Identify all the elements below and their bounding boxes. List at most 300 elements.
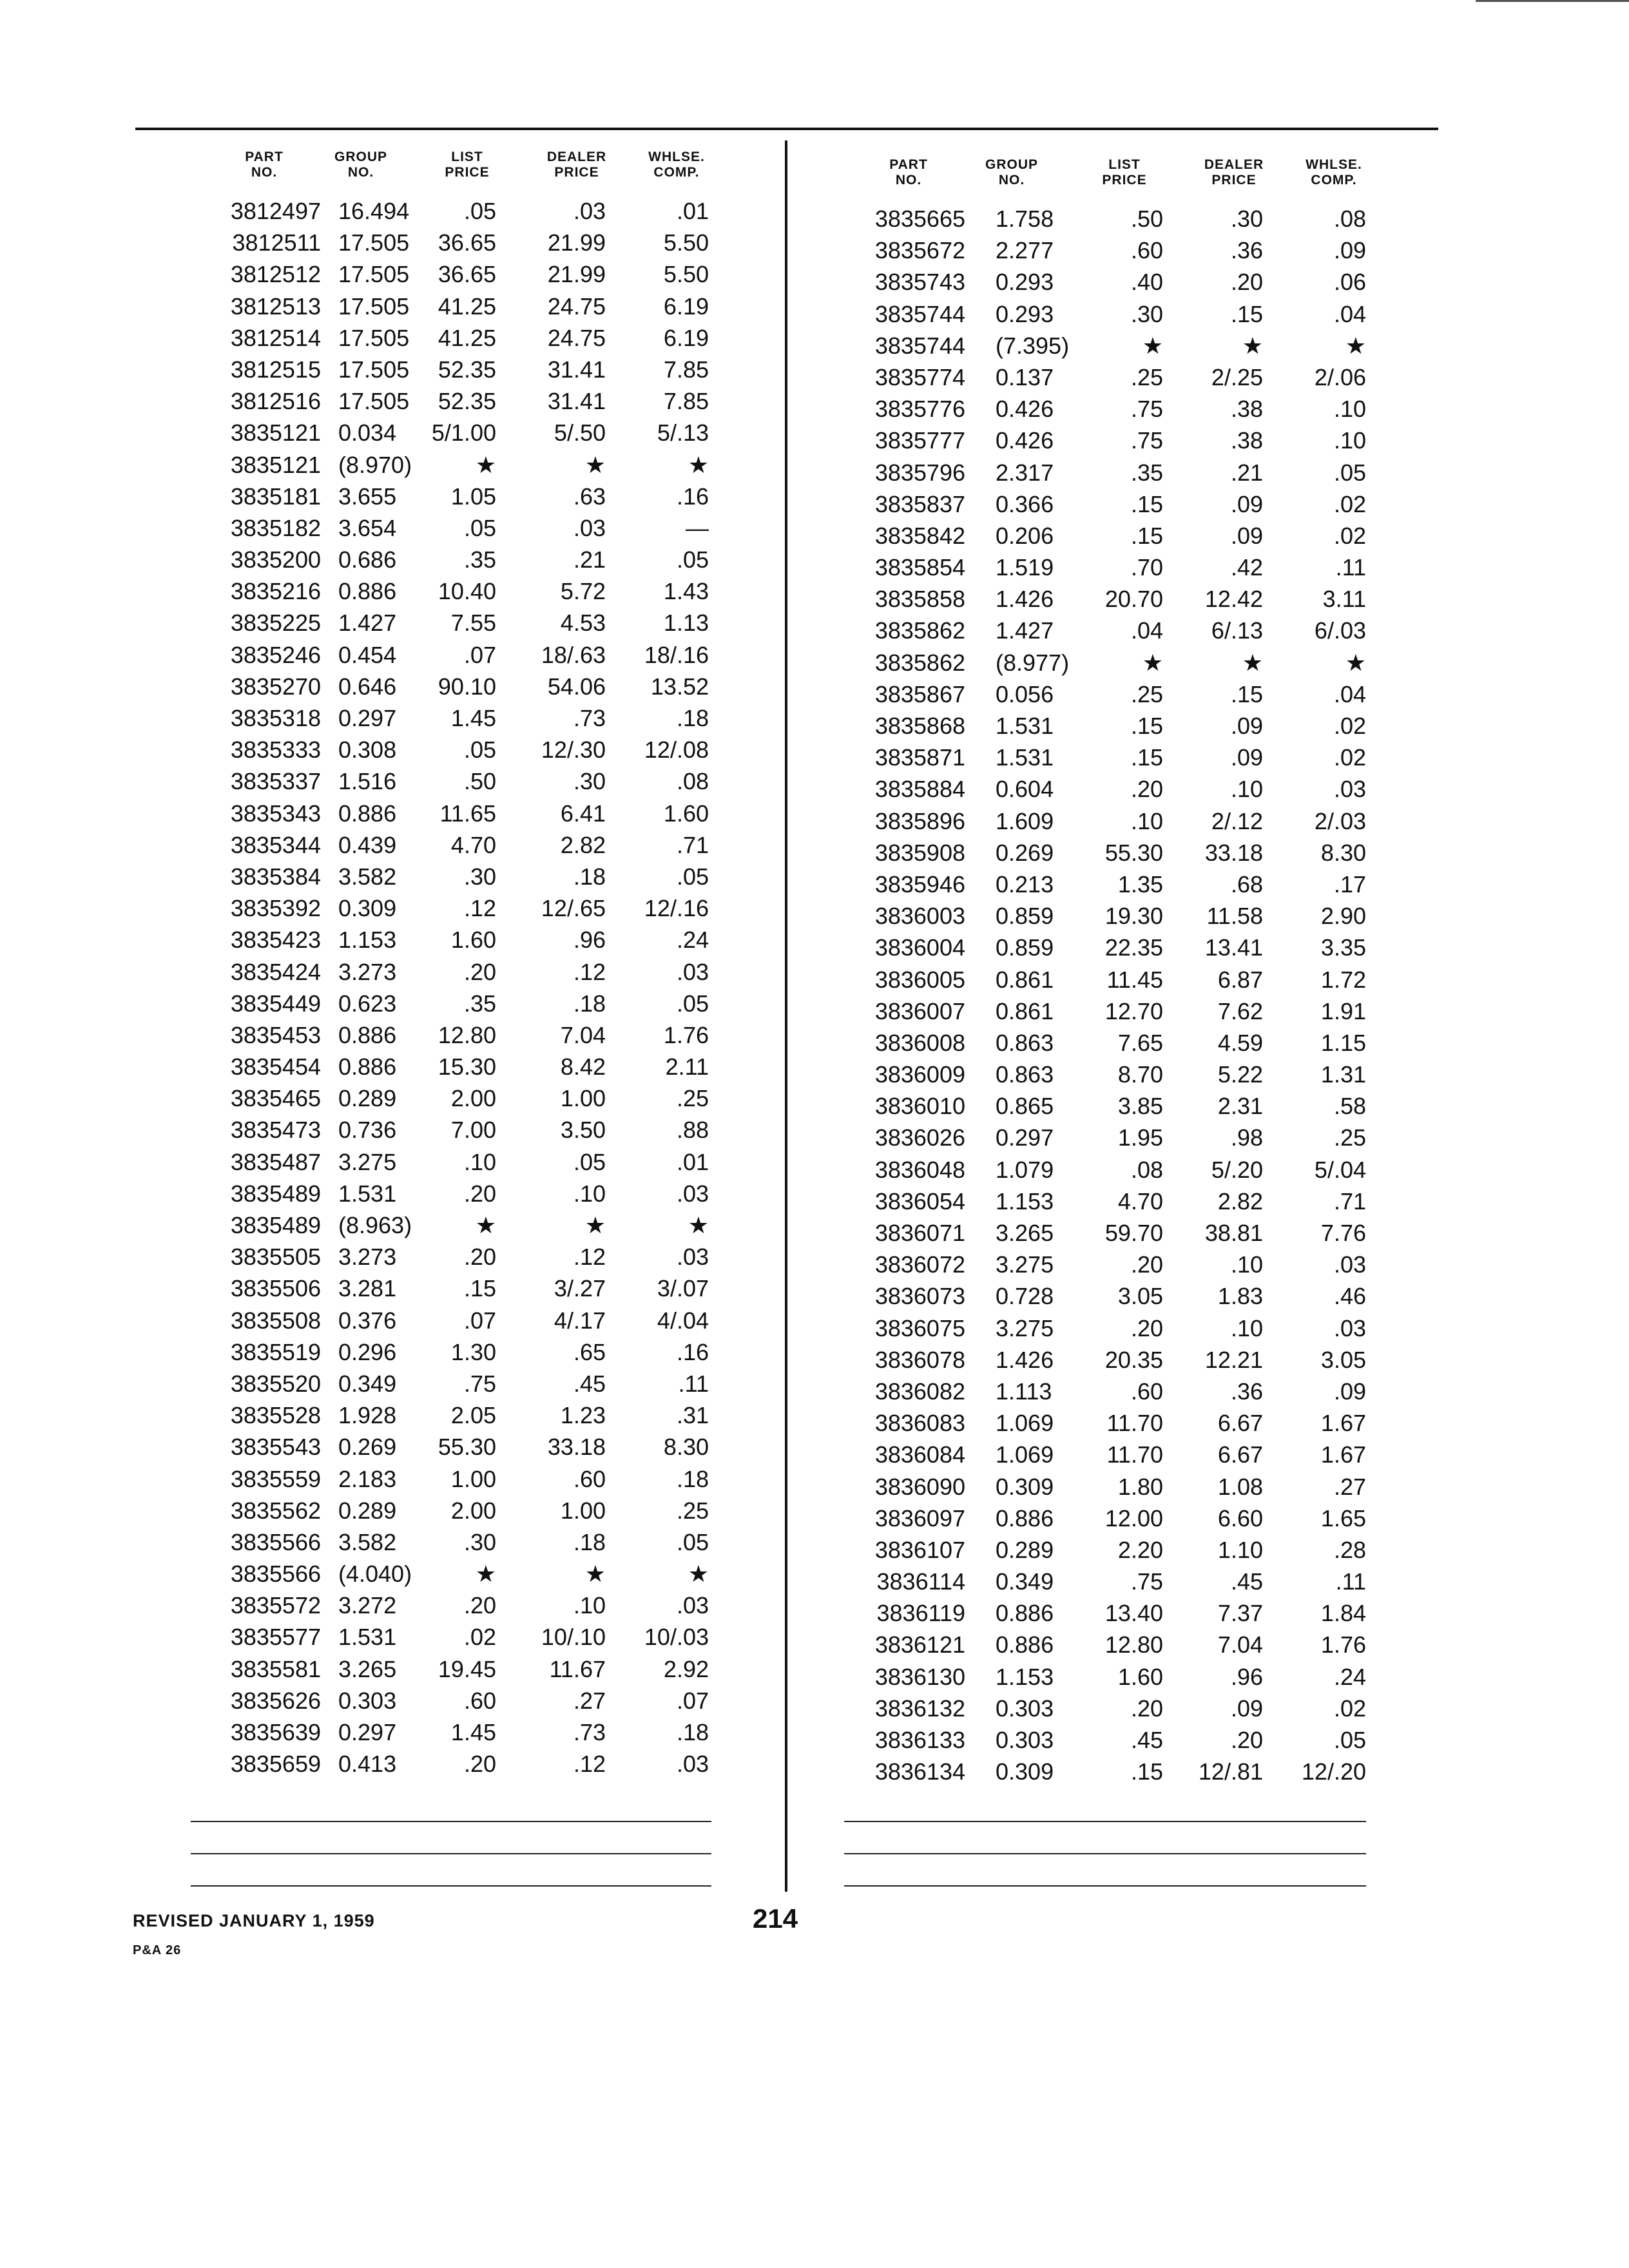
part-no-cell: 3835639 xyxy=(230,1719,321,1745)
part-no-cell: 3835868 xyxy=(874,713,965,739)
list-price-cell: .25 xyxy=(1130,680,1163,707)
blank-rule xyxy=(844,1885,1366,1887)
group-no-cell: 0.886 xyxy=(996,1631,1054,1658)
dealer-price-cell: 7.37 xyxy=(1217,1600,1263,1627)
dealer-price-cell: .20 xyxy=(1230,1727,1263,1753)
part-no-cell: 3835837 xyxy=(874,490,965,517)
table-row xyxy=(193,1465,722,1497)
whlse-comp-cell: .03 xyxy=(676,1592,709,1619)
table-row xyxy=(193,1623,722,1655)
form-code: P&A 26 xyxy=(133,1943,182,1957)
dealer-price-cell: .10 xyxy=(1230,1251,1263,1278)
part-no-cell: 3835200 xyxy=(230,546,321,573)
table-row xyxy=(193,483,722,514)
whlse-comp-cell: .71 xyxy=(1333,1187,1366,1215)
list-price-cell: 1.60 xyxy=(1117,1663,1163,1690)
dealer-price-cell: 4.53 xyxy=(560,610,606,637)
part-no-cell: 3836114 xyxy=(876,1568,965,1595)
group-no-cell: 3.582 xyxy=(338,863,397,890)
whlse-comp-cell: .31 xyxy=(676,1402,709,1429)
dealer-price-cell: 6.67 xyxy=(1217,1441,1263,1468)
header-part-no: PART NO. xyxy=(889,157,928,187)
whlse-comp-cell: 1.43 xyxy=(663,578,709,605)
list-price-cell: 52.35 xyxy=(438,356,496,383)
dealer-price-cell: 7.62 xyxy=(1217,997,1263,1024)
right-table-header xyxy=(838,157,1392,197)
group-no-cell: 0.309 xyxy=(996,1758,1054,1785)
table-row xyxy=(838,459,1392,490)
group-no-cell: 0.289 xyxy=(338,1497,397,1524)
whlse-comp-cell: 1.91 xyxy=(1320,997,1366,1024)
group-no-cell: 1.153 xyxy=(338,927,397,954)
list-price-cell: .20 xyxy=(463,1244,496,1271)
table-row xyxy=(193,324,722,356)
group-no-cell: 0.376 xyxy=(338,1307,397,1334)
whlse-comp-cell: 1.60 xyxy=(663,800,709,827)
list-price-cell: .75 xyxy=(1130,1568,1163,1595)
table-row xyxy=(838,1314,1392,1346)
group-no-cell: 0.886 xyxy=(338,578,397,605)
dealer-price-cell: 38.81 xyxy=(1204,1220,1263,1246)
list-price-cell: .75 xyxy=(1130,427,1163,454)
whlse-comp-cell: 7.85 xyxy=(663,356,709,383)
whlse-comp-cell: 2.90 xyxy=(1320,903,1366,930)
group-no-cell: 3.275 xyxy=(338,1148,397,1175)
part-no-cell: 3835867 xyxy=(874,680,965,707)
part-no-cell: 3835121 xyxy=(230,419,321,447)
list-price-cell: .15 xyxy=(1130,744,1163,771)
dealer-price-cell: 3/.27 xyxy=(554,1275,606,1302)
group-no-cell: 2.183 xyxy=(338,1465,397,1492)
dealer-price-cell: 4.59 xyxy=(1217,1029,1263,1056)
whlse-comp-cell: .02 xyxy=(1333,1695,1366,1722)
dealer-price-cell: .30 xyxy=(573,768,606,795)
part-no-cell: 3836009 xyxy=(874,1061,965,1088)
table-row xyxy=(838,649,1392,680)
list-price-cell: .60 xyxy=(1130,1378,1163,1405)
list-price-cell: 11.70 xyxy=(1106,1441,1163,1468)
table-row xyxy=(193,800,722,831)
part-no-cell: 3812514 xyxy=(230,324,321,351)
whlse-comp-cell: .18 xyxy=(676,1719,709,1745)
part-no-cell: 3835672 xyxy=(874,237,965,264)
part-no-cell: 3835489 xyxy=(230,1212,321,1238)
whlse-comp-cell: 7.85 xyxy=(663,388,709,415)
part-no-cell: 3836083 xyxy=(874,1410,965,1437)
table-row xyxy=(193,990,722,1021)
dealer-price-cell: 10/.10 xyxy=(541,1624,606,1651)
part-no-cell: 3836097 xyxy=(874,1504,965,1532)
list-price-cell: .20 xyxy=(463,1751,496,1778)
right-price-table xyxy=(838,157,1392,1789)
table-row xyxy=(838,1536,1392,1568)
group-no-cell: 0.861 xyxy=(996,966,1054,993)
group-no-cell: 1.516 xyxy=(338,768,397,795)
table-row xyxy=(193,1560,722,1591)
dealer-price-cell: 4/.17 xyxy=(554,1307,606,1334)
whlse-comp-cell: 3.05 xyxy=(1320,1346,1366,1373)
list-price-cell: .10 xyxy=(1130,807,1163,834)
whlse-comp-cell: 1.84 xyxy=(1320,1600,1366,1627)
part-no-cell: 3835842 xyxy=(874,522,965,549)
dealer-price-cell: 6.87 xyxy=(1217,966,1263,993)
column-divider xyxy=(785,140,787,1892)
dealer-price-cell: 6.60 xyxy=(1217,1504,1263,1532)
blank-rule xyxy=(844,1853,1366,1854)
list-price-cell: .20 xyxy=(1130,1314,1163,1341)
table-row xyxy=(193,1148,722,1180)
list-price-cell: .15 xyxy=(1130,1758,1163,1785)
group-no-cell: 0.413 xyxy=(338,1751,397,1778)
part-no-cell: 3835572 xyxy=(230,1592,321,1619)
table-row xyxy=(193,514,722,546)
list-price-cell: .35 xyxy=(463,990,496,1017)
table-row xyxy=(193,1211,722,1243)
group-no-cell: (7.395) xyxy=(996,332,1070,359)
dealer-price-cell: .15 xyxy=(1230,300,1263,327)
whlse-comp-cell: .25 xyxy=(1333,1124,1366,1151)
part-no-cell: 3835465 xyxy=(230,1085,321,1112)
dealer-price-cell: .30 xyxy=(1230,206,1263,232)
part-no-cell: 3835508 xyxy=(230,1307,321,1334)
part-no-cell: 3835454 xyxy=(230,1053,321,1081)
group-no-cell: 0.034 xyxy=(338,419,397,447)
part-no-cell: 3835181 xyxy=(230,483,321,510)
dealer-price-cell: .38 xyxy=(1230,396,1263,423)
dealer-price-cell: .09 xyxy=(1230,713,1263,739)
part-no-cell: 3836090 xyxy=(874,1473,965,1500)
group-no-cell: 16.494 xyxy=(338,198,410,224)
group-no-cell: 0.623 xyxy=(338,990,397,1017)
dealer-price-cell: .21 xyxy=(573,546,606,573)
whlse-comp-cell: .25 xyxy=(676,1497,709,1524)
whlse-comp-cell: .05 xyxy=(676,546,709,573)
list-price-cell: 2.05 xyxy=(450,1402,496,1429)
whlse-comp-cell: .27 xyxy=(1333,1473,1366,1500)
table-row xyxy=(838,1061,1392,1092)
part-no-cell: 3835577 xyxy=(230,1624,321,1651)
list-price-cell: 10.40 xyxy=(438,578,496,605)
part-no-cell: 3836072 xyxy=(874,1251,965,1278)
dealer-price-cell: 5.22 xyxy=(1217,1061,1263,1088)
table-row xyxy=(193,1528,722,1560)
group-no-cell: 0.303 xyxy=(996,1727,1054,1753)
group-no-cell: 0.728 xyxy=(996,1283,1054,1310)
table-row xyxy=(838,585,1392,617)
part-no-cell: 3835862 xyxy=(874,649,965,676)
part-no-cell: 3836121 xyxy=(874,1631,965,1658)
list-price-cell: .20 xyxy=(463,1592,496,1619)
group-no-cell: 0.865 xyxy=(996,1093,1054,1120)
dealer-price-cell: 2/.12 xyxy=(1211,807,1263,834)
dealer-price-cell: .42 xyxy=(1230,554,1263,581)
group-no-cell: 0.303 xyxy=(338,1687,397,1714)
list-price-cell: 55.30 xyxy=(1104,839,1163,866)
whlse-comp-cell: .24 xyxy=(1333,1663,1366,1690)
part-no-cell: 3836026 xyxy=(874,1124,965,1151)
group-no-cell: 3.275 xyxy=(996,1251,1054,1278)
group-no-cell: 3.582 xyxy=(338,1528,397,1555)
list-price-cell: .02 xyxy=(463,1624,496,1651)
list-price-cell: 2.00 xyxy=(450,1497,496,1524)
part-no-cell: 3836119 xyxy=(876,1600,965,1627)
part-no-cell: 3836007 xyxy=(874,997,965,1024)
part-no-cell: 3835744 xyxy=(874,332,965,359)
part-no-cell: 3812512 xyxy=(230,261,321,288)
group-no-cell: 0.439 xyxy=(338,831,397,858)
group-no-cell: 1.153 xyxy=(996,1663,1054,1690)
part-no-cell: 3812513 xyxy=(230,293,321,320)
group-no-cell: 1.069 xyxy=(996,1441,1054,1468)
whlse-comp-cell: .02 xyxy=(1333,744,1366,771)
part-no-cell: 3835246 xyxy=(230,641,321,668)
group-no-cell: 0.297 xyxy=(338,705,397,731)
group-no-cell: 1.427 xyxy=(338,610,397,637)
group-no-cell: (4.040) xyxy=(338,1561,412,1588)
group-no-cell: 0.859 xyxy=(996,934,1054,961)
list-price-cell: 3.85 xyxy=(1117,1093,1163,1120)
part-no-cell: 3835566 xyxy=(230,1528,321,1555)
whlse-comp-cell: .11 xyxy=(678,1370,709,1397)
list-price-cell: 36.65 xyxy=(438,261,496,288)
table-row xyxy=(193,673,722,704)
whlse-comp-cell: 12/.20 xyxy=(1301,1758,1366,1785)
whlse-comp-cell: 2/.06 xyxy=(1314,363,1366,390)
list-price-cell: 12.80 xyxy=(438,1021,496,1048)
table-row xyxy=(193,1338,722,1370)
part-no-cell: 3835487 xyxy=(230,1148,321,1175)
table-row xyxy=(838,236,1392,268)
table-row xyxy=(193,293,722,324)
list-price-cell: 5/1.00 xyxy=(431,419,496,447)
dealer-price-cell: .60 xyxy=(573,1465,606,1492)
dealer-price-cell: .18 xyxy=(573,1528,606,1555)
group-no-cell: 1.069 xyxy=(996,1410,1054,1437)
group-no-cell: 3.265 xyxy=(996,1220,1054,1246)
dealer-price-cell: .20 xyxy=(1230,269,1263,296)
part-no-cell: 3835871 xyxy=(874,744,965,771)
header-whlse-comp: WHLSE. COMP. xyxy=(648,149,705,180)
table-row xyxy=(193,1021,722,1053)
group-no-cell: 0.886 xyxy=(338,1021,397,1048)
whlse-comp-cell: 1.67 xyxy=(1320,1410,1366,1437)
group-no-cell: 0.686 xyxy=(338,546,397,573)
whlse-comp-cell: .09 xyxy=(1333,1378,1366,1405)
part-no-cell: 3835473 xyxy=(230,1117,321,1144)
group-no-cell: 3.655 xyxy=(338,483,397,510)
header-group-no: GROUP NO. xyxy=(985,157,1038,187)
dealer-price-cell: 1.08 xyxy=(1217,1473,1263,1500)
list-price-cell: .30 xyxy=(1130,300,1163,327)
part-no-cell: 3835520 xyxy=(230,1370,321,1397)
dealer-price-cell: .12 xyxy=(573,958,606,985)
list-price-cell: .15 xyxy=(1130,522,1163,549)
group-no-cell: 0.297 xyxy=(996,1124,1054,1151)
list-price-cell: .08 xyxy=(1130,1156,1163,1183)
group-no-cell: 3.275 xyxy=(996,1314,1054,1341)
header-list-price: LIST PRICE xyxy=(1102,157,1147,187)
table-row xyxy=(838,1758,1392,1789)
whlse-comp-cell: .18 xyxy=(676,705,709,731)
table-row xyxy=(193,577,722,609)
whlse-comp-cell: .02 xyxy=(1333,713,1366,739)
dealer-price-cell: 12.21 xyxy=(1204,1346,1263,1373)
whlse-comp-cell: 1.72 xyxy=(1320,966,1366,993)
part-no-cell: 3835896 xyxy=(874,807,965,834)
part-no-cell: 3835908 xyxy=(874,839,965,866)
table-row xyxy=(838,1726,1392,1758)
part-no-cell: 3835333 xyxy=(230,736,321,764)
part-no-cell: 3836134 xyxy=(874,1758,965,1785)
whlse-comp-cell: 6.19 xyxy=(663,293,709,320)
dealer-price-cell: .27 xyxy=(573,1687,606,1714)
dealer-price-cell: 2.31 xyxy=(1217,1093,1263,1120)
part-no-cell: 3836084 xyxy=(874,1441,965,1468)
table-row xyxy=(193,1084,722,1116)
part-no-cell: 3835392 xyxy=(230,895,321,922)
header-group-no: GROUP NO. xyxy=(334,149,387,180)
dealer-price-cell: 1.83 xyxy=(1217,1283,1263,1310)
list-price-cell: 11.70 xyxy=(1106,1410,1163,1437)
table-row xyxy=(838,712,1392,744)
whlse-comp-cell: .03 xyxy=(676,958,709,985)
table-row xyxy=(838,870,1392,902)
part-no-cell: 3835344 xyxy=(230,831,321,858)
table-row xyxy=(838,997,1392,1029)
table-row xyxy=(193,958,722,990)
list-price-cell: 2.00 xyxy=(450,1085,496,1112)
part-no-cell: 3835946 xyxy=(874,870,965,898)
table-row xyxy=(193,1591,722,1623)
whlse-comp-cell: .08 xyxy=(1333,206,1366,232)
whlse-comp-cell: .03 xyxy=(676,1244,709,1271)
whlse-comp-cell: 2.92 xyxy=(663,1655,709,1682)
blank-rule xyxy=(191,1853,711,1854)
list-price-cell: ★ xyxy=(1142,332,1163,359)
group-no-cell: 0.859 xyxy=(996,903,1054,930)
part-no-cell: 3835559 xyxy=(230,1465,321,1492)
whlse-comp-cell: 1.15 xyxy=(1320,1029,1366,1056)
list-price-cell: 36.65 xyxy=(438,229,496,256)
left-price-table xyxy=(193,149,722,1782)
list-price-cell: 7.00 xyxy=(450,1117,496,1144)
part-no-cell: 3835528 xyxy=(230,1402,321,1429)
dealer-price-cell: ★ xyxy=(584,451,606,478)
whlse-comp-cell: 8.30 xyxy=(663,1434,709,1461)
whlse-comp-cell: .24 xyxy=(676,927,709,954)
whlse-comp-cell: 4/.04 xyxy=(657,1307,709,1334)
group-no-cell: 0.349 xyxy=(338,1370,397,1397)
table-row xyxy=(838,1441,1392,1472)
table-row xyxy=(838,775,1392,807)
table-row xyxy=(193,926,722,957)
part-no-cell: 3835659 xyxy=(230,1751,321,1778)
list-price-cell: 1.35 xyxy=(1117,870,1163,898)
whlse-comp-cell: 3/.07 xyxy=(657,1275,709,1302)
whlse-comp-cell: .02 xyxy=(1333,490,1366,517)
group-no-cell: 0.296 xyxy=(338,1338,397,1365)
group-no-cell: 1.153 xyxy=(996,1187,1054,1215)
list-price-cell: 1.30 xyxy=(450,1338,496,1365)
list-price-cell: 4.70 xyxy=(450,831,496,858)
table-row xyxy=(838,1187,1392,1219)
whlse-comp-cell: 8.30 xyxy=(1320,839,1366,866)
table-row xyxy=(193,451,722,483)
dealer-price-cell: 1.23 xyxy=(560,1402,606,1429)
dealer-price-cell: 2/.25 xyxy=(1211,363,1263,390)
dealer-price-cell: .09 xyxy=(1230,744,1263,771)
table-row xyxy=(193,1370,722,1401)
list-price-cell: 12.00 xyxy=(1104,1504,1163,1532)
corner-rule xyxy=(1476,0,1629,2)
whlse-comp-cell: .03 xyxy=(1333,1314,1366,1341)
group-no-cell: 0.213 xyxy=(996,870,1054,898)
dealer-price-cell: 24.75 xyxy=(547,293,606,320)
group-no-cell: 2.277 xyxy=(996,237,1054,264)
table-row xyxy=(193,1243,722,1274)
list-price-cell: ★ xyxy=(475,451,496,478)
list-price-cell: 2.20 xyxy=(1117,1536,1163,1563)
list-price-cell: .15 xyxy=(463,1275,496,1302)
group-no-cell: (8.963) xyxy=(338,1212,412,1238)
group-no-cell: 17.505 xyxy=(338,229,410,256)
list-price-cell: .50 xyxy=(463,768,496,795)
part-no-cell: 3835858 xyxy=(874,586,965,613)
whlse-comp-cell: .11 xyxy=(1335,554,1366,581)
group-no-cell: (8.970) xyxy=(338,451,412,478)
part-no-cell: 3835581 xyxy=(230,1655,321,1682)
dealer-price-cell: .18 xyxy=(573,990,606,1017)
table-row xyxy=(838,1631,1392,1662)
group-no-cell: 0.349 xyxy=(996,1568,1054,1595)
dealer-price-cell: .03 xyxy=(573,198,606,224)
group-no-cell: 1.427 xyxy=(996,617,1054,644)
list-price-cell: .30 xyxy=(463,863,496,890)
whlse-comp-cell: 3.11 xyxy=(1322,586,1366,613)
whlse-comp-cell: 5.50 xyxy=(663,261,709,288)
table-row xyxy=(193,1274,722,1306)
group-no-cell: 17.505 xyxy=(338,388,410,415)
whlse-comp-cell: 1.67 xyxy=(1320,1441,1366,1468)
table-row xyxy=(838,268,1392,300)
part-no-cell: 3835796 xyxy=(874,459,965,486)
list-price-cell: 11.45 xyxy=(1106,966,1163,993)
top-rule xyxy=(135,128,1438,130)
group-no-cell: 0.646 xyxy=(338,673,397,700)
part-no-cell: 3835506 xyxy=(230,1275,321,1302)
part-no-cell: 3835270 xyxy=(230,673,321,700)
group-no-cell: 0.863 xyxy=(996,1061,1054,1088)
blank-rule xyxy=(191,1821,711,1822)
dealer-price-cell: ★ xyxy=(584,1212,606,1238)
whlse-comp-cell: .46 xyxy=(1333,1283,1366,1310)
dealer-price-cell: ★ xyxy=(1242,332,1263,359)
list-price-cell: 19.30 xyxy=(1104,903,1163,930)
table-row xyxy=(838,934,1392,965)
part-no-cell: 3835424 xyxy=(230,958,321,985)
part-no-cell: 3835489 xyxy=(230,1180,321,1207)
whlse-comp-cell: 1.13 xyxy=(663,610,709,637)
table-row xyxy=(838,617,1392,648)
group-no-cell: 3.272 xyxy=(338,1592,397,1619)
list-price-cell: .15 xyxy=(1130,490,1163,517)
group-no-cell: 0.297 xyxy=(338,1719,397,1745)
group-no-cell: 0.886 xyxy=(338,800,397,827)
list-price-cell: ★ xyxy=(475,1561,496,1588)
list-price-cell: .30 xyxy=(463,1528,496,1555)
list-price-cell: 12.80 xyxy=(1104,1631,1163,1658)
group-no-cell: 3.273 xyxy=(338,1244,397,1271)
